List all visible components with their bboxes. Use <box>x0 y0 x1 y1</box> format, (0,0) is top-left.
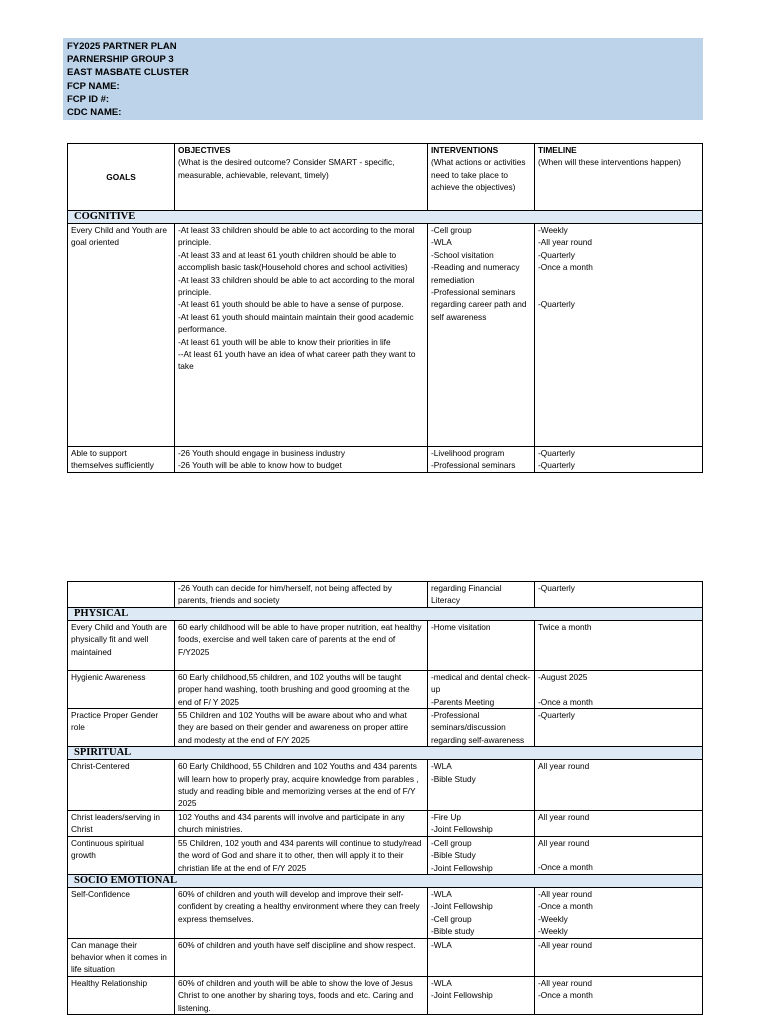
objectives-cell <box>175 447 428 473</box>
timeline-item: -August 2025 <box>538 671 588 682</box>
section-label-spiritual: SPIRITUAL <box>68 747 703 760</box>
timeline-cell <box>535 810 703 836</box>
interventions-cell <box>428 836 535 874</box>
intervention-item: -Home visitation <box>431 621 491 632</box>
intervention-item: -School visitation <box>431 249 494 260</box>
table-row <box>68 582 703 608</box>
timeline-title: TIMELINE <box>538 145 577 155</box>
interventions-cell <box>428 938 535 976</box>
interventions-column-header <box>428 144 535 211</box>
intervention-item: -Professional seminars <box>431 460 516 471</box>
timeline-item: -Once a month <box>538 901 593 912</box>
interventions-cell: regarding Financial Literacy <box>428 582 535 608</box>
timeline-item: All year round <box>538 761 590 772</box>
intervention-item: -Livelihood program <box>431 448 505 458</box>
intervention-item: -Fire Up <box>431 811 461 822</box>
goal-cell: Can manage their behavior when it comes in life situation <box>68 938 175 976</box>
intervention-item: -Parents Meeting <box>431 696 495 707</box>
timeline-item: -All year round <box>538 939 592 950</box>
interventions-cell <box>428 887 535 938</box>
objective-item: -26 Youth will be able to know how to budget <box>178 460 342 471</box>
section-label-physical: PHYSICAL <box>68 607 703 620</box>
objectives-cell: -26 Youth can decide for him/herself, not being affected by parents, friends and society <box>175 582 428 608</box>
objective-item: -At least 33 children should be able to act according to the moral principle. <box>178 225 415 248</box>
plan-title: FY2025 PARTNER PLAN <box>67 41 177 52</box>
objectives-description: (What is the desired outcome? Consider SMART - specific, measurable, achievable, relevant, timely) <box>178 157 395 180</box>
table-row <box>68 224 703 447</box>
timeline-item: -Quarterly <box>538 299 575 310</box>
partnership-group: PARNERSHIP GROUP 3 <box>67 54 174 66</box>
timeline-cell <box>535 670 703 708</box>
interventions-cell <box>428 976 535 1014</box>
intervention-item: -Joint Fellowship <box>431 824 493 835</box>
objectives-cell: 60% of children and youth will develop and improve their self-confident by creating a healthy environment where they can freely express themselves. <box>175 887 428 938</box>
interventions-title: INTERVENTIONS <box>431 145 499 155</box>
cdc-name-label: CDC NAME: <box>67 107 122 119</box>
timeline-item: -Once a month <box>538 862 593 873</box>
objective-item: -26 Youth should engage in business industry <box>178 448 345 458</box>
section-row-socio-emotional <box>68 874 703 887</box>
timeline-item: -All year round <box>538 977 592 988</box>
interventions-cell <box>428 447 535 473</box>
intervention-item: -WLA <box>431 939 452 950</box>
timeline-item: Twice a month <box>538 621 592 632</box>
goal-cell: Continuous spiritual growth <box>68 836 175 874</box>
objective-item: -At least 61 youth should be able to have a sense of purpose. <box>178 299 404 310</box>
interventions-cell <box>428 810 535 836</box>
timeline-cell <box>535 447 703 473</box>
timeline-spacer <box>538 849 699 861</box>
intervention-item: -WLA <box>431 237 452 248</box>
timeline-spacer <box>538 274 699 299</box>
objectives-cell: 102 Youths and 434 parents will involve and participate in any church ministries. <box>175 810 428 836</box>
timeline-item: -Quarterly <box>538 710 575 721</box>
timeline-cell <box>535 760 703 811</box>
objectives-cell: 55 Children and 102 Youths will be aware about who and what they are based on their gender and awareness on proper attire and modesty at the end of F/Y 2025 <box>175 709 428 747</box>
timeline-description: (When will these interventions happen) <box>538 157 681 168</box>
timeline-item: -Weekly <box>538 913 568 924</box>
intervention-item: -Cell group <box>431 837 472 848</box>
cluster-name: EAST MASBATE CLUSTER <box>67 67 189 79</box>
goal-cell: Every Child and Youth are physically fit and well maintained <box>68 620 175 670</box>
table-row <box>68 620 703 670</box>
objectives-cell: 60 Early childhood,55 children, and 102 youths will be taught proper hand washing, tooth brushing and good grooming at the end of F/ Y 2025 <box>175 670 428 708</box>
objective-item: -At least 33 and at least 61 youth children should be able to accomplish basic task(Household chores and school activities) <box>178 249 408 273</box>
intervention-item: -WLA <box>431 977 452 988</box>
intervention-item: -Reading and numeracy remediation <box>431 262 520 285</box>
timeline-item: -Quarterly <box>538 460 575 471</box>
objective-item: -At least 61 youth should maintain maintain their good academic performance. <box>178 311 414 335</box>
table-row <box>68 976 703 1014</box>
intervention-item: -Joint Fellowship <box>431 862 493 873</box>
section-row-spiritual <box>68 747 703 760</box>
interventions-cell <box>428 760 535 811</box>
timeline-cell <box>535 620 703 670</box>
table-row <box>68 887 703 938</box>
timeline-item: -All year round <box>538 888 592 899</box>
table-row <box>68 670 703 708</box>
timeline-item: All year round <box>538 811 590 822</box>
intervention-item: -Professional seminars regarding career path and self awareness <box>431 287 527 322</box>
timeline-item: -Once a month <box>538 990 593 1001</box>
timeline-item: -All year round <box>538 237 592 248</box>
table-row <box>68 810 703 836</box>
table-row <box>68 760 703 811</box>
objective-item: -At least 33 children should be able to act according to the moral principle. <box>178 274 415 298</box>
fcp-id-label: FCP ID #: <box>67 93 110 105</box>
goal-cell: Christ-Centered <box>68 760 175 811</box>
objectives-cell <box>175 224 428 447</box>
table-row <box>68 836 703 874</box>
goals-column-header: GOALS <box>68 144 175 211</box>
intervention-item: -Joint Fellowship <box>431 901 493 912</box>
objectives-cell: 60 Early Childhood, 55 Children and 102 Youths and 434 parents will learn how to properly pray, acquire knowledge from parables , study and reading bible and memorizing verses at the end of F/Y 2025 <box>175 760 428 811</box>
interventions-cell <box>428 709 535 747</box>
intervention-item: -Professional seminars/discussion regarding self-awareness <box>431 710 525 745</box>
timeline-item: -Once a month <box>538 262 593 273</box>
timeline-spacer <box>538 683 699 695</box>
timeline-item: -Quarterly <box>538 249 575 260</box>
fcp-name-label: FCP NAME: <box>67 80 120 92</box>
goal-cell: Christ leaders/serving in Christ <box>68 810 175 836</box>
table-header-row <box>68 144 703 211</box>
section-row-physical <box>68 607 703 620</box>
goal-cell: Self-Confidence <box>68 887 175 938</box>
intervention-item: -Cell group <box>431 913 472 924</box>
interventions-cell <box>428 620 535 670</box>
timeline-item: -Once a month <box>538 696 593 707</box>
objectives-cell: 55 Children, 102 youth and 434 parents will continue to study/read the word of God and share it to other, then will apply it to their christian life at the end of F/Y 2025 <box>175 836 428 874</box>
table-row <box>68 709 703 747</box>
timeline-item: All year round <box>538 837 590 848</box>
intervention-item: -Bible Study <box>431 850 476 861</box>
timeline-cell <box>535 709 703 747</box>
objective-item: -At least 61 youth will be able to know their priorities in life <box>178 336 391 347</box>
timeline-cell <box>535 836 703 874</box>
goal-cell <box>68 582 175 608</box>
plan-table-page-2 <box>67 581 703 1015</box>
table-row <box>68 938 703 976</box>
section-row-cognitive <box>68 211 703 224</box>
objectives-title: OBJECTIVES <box>178 145 231 155</box>
timeline-item: -Quarterly <box>538 448 575 458</box>
interventions-cell <box>428 670 535 708</box>
goal-cell: Every Child and Youth are goal oriented <box>68 224 175 447</box>
intervention-item: -Bible study <box>431 926 475 937</box>
timeline-item: -Weekly <box>538 225 568 235</box>
plan-header <box>63 38 703 120</box>
plan-table-page-1 <box>67 143 703 473</box>
timeline-column-header <box>535 144 703 211</box>
section-label-cognitive: COGNITIVE <box>68 211 703 224</box>
timeline-cell: -Quarterly <box>535 582 703 608</box>
intervention-item: -WLA <box>431 888 452 899</box>
interventions-cell <box>428 224 535 447</box>
intervention-item: -Joint Fellowship <box>431 990 493 1001</box>
objectives-column-header <box>175 144 428 211</box>
objectives-cell: 60% of children and youth will be able to show the love of Jesus Christ to one another by sharing toys, foods and etc. Caring and listening. <box>175 976 428 1014</box>
goal-cell: Healthy Relationship <box>68 976 175 1014</box>
objectives-cell: 60 early childhood will be able to have proper nutrition, eat healthy foods, exercise and well taken care of parents at the end of F/Y2025 <box>175 620 428 670</box>
intervention-item: -Cell group <box>431 225 472 235</box>
timeline-cell <box>535 976 703 1014</box>
timeline-cell <box>535 887 703 938</box>
goal-cell: Practice Proper Gender role <box>68 709 175 747</box>
intervention-item: -Bible Study <box>431 773 476 784</box>
goal-cell: Able to support themselves sufficiently <box>68 447 175 473</box>
objectives-cell: 60% of children and youth have self discipline and show respect. <box>175 938 428 976</box>
table-row <box>68 447 703 473</box>
timeline-cell <box>535 938 703 976</box>
interventions-description: (What actions or activities need to take place to achieve the objectives) <box>431 157 526 193</box>
intervention-item: -WLA <box>431 761 452 772</box>
goal-cell: Hygienic Awareness <box>68 670 175 708</box>
section-label-socio-emotional: SOCIO EMOTIONAL <box>68 874 703 887</box>
objective-item: --At least 61 youth have an idea of what career path they want to take <box>178 349 416 372</box>
timeline-item: -Weekly <box>538 926 568 937</box>
timeline-cell <box>535 224 703 447</box>
intervention-item: -medical and dental check-up <box>431 671 531 695</box>
